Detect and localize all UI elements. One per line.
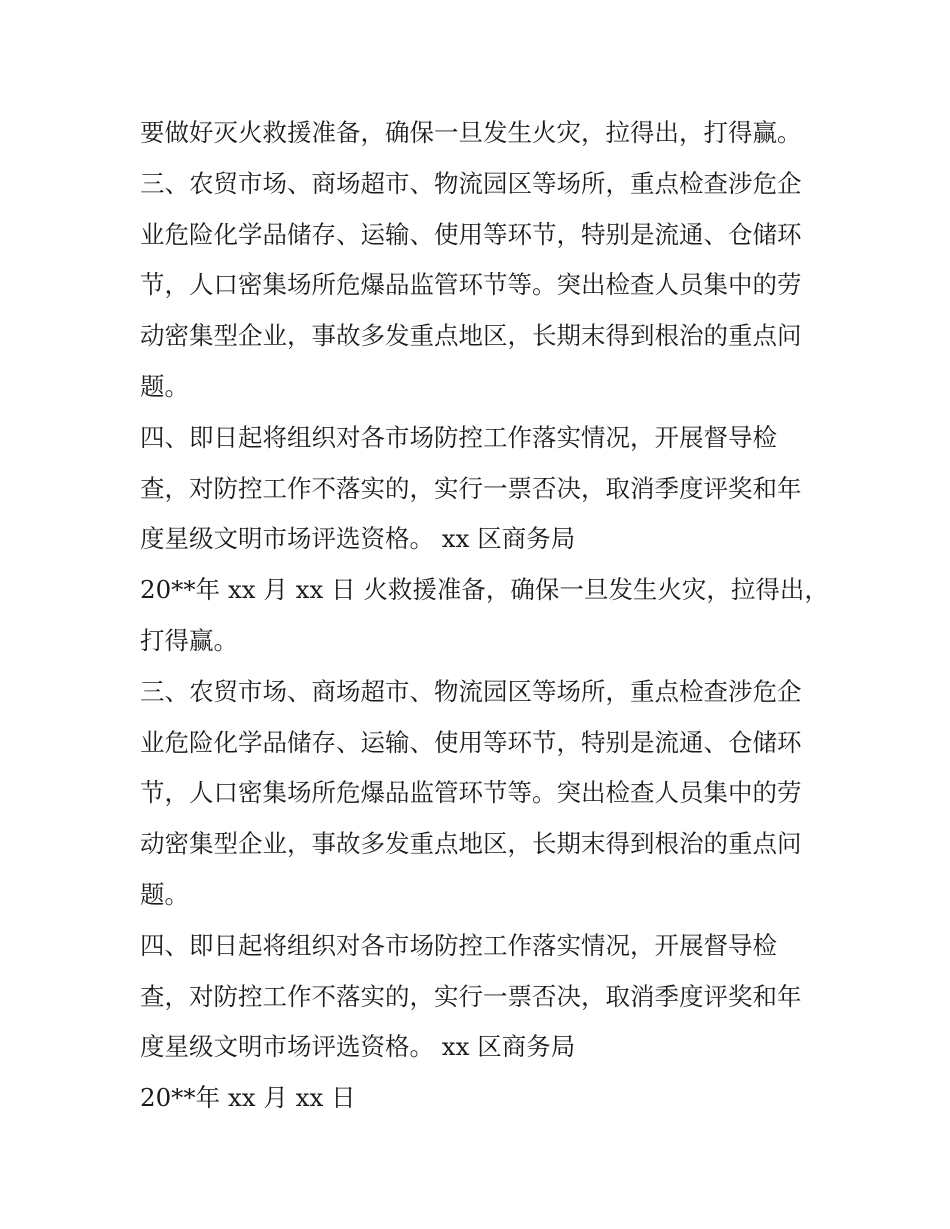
text-line: 查，对防控工作不落实的，实行一票否决，取消季度评奖和年 — [140, 473, 802, 503]
text-line: 节，人口密集场所危爆品监管环节等。突出检查人员集中的劳 — [140, 778, 802, 808]
text-line: 度星级文明市场评选资格。 xx 区商务局 — [140, 1032, 576, 1062]
text-line: 三、农贸市场、商场超市、物流园区等场所，重点检查涉危企 — [140, 676, 802, 706]
text-line: 业危险化学品储存、运输、使用等环节，特别是流通、仓储环 — [140, 219, 802, 249]
text-line: 动密集型企业，事故多发重点地区，长期末得到根治的重点问 — [140, 829, 802, 859]
text-line: 四、即日起将组织对各市场防控工作落实情况，开展督导检 — [140, 422, 777, 452]
text-line: 题。 — [140, 371, 189, 401]
text-line: 业危险化学品储存、运输、使用等环节，特别是流通、仓储环 — [140, 727, 802, 757]
text-line: 查，对防控工作不落实的，实行一票否决，取消季度评奖和年 — [140, 981, 802, 1011]
text-line: 四、即日起将组织对各市场防控工作落实情况，开展督导检 — [140, 930, 777, 960]
text-line: 20**年 xx 月 xx 日 — [140, 1083, 356, 1113]
text-line: 题。 — [140, 879, 189, 909]
text-line: 要做好灭火救援准备，确保一旦发生火灾，拉得出，打得赢。 — [140, 118, 802, 147]
text-line: 节，人口密集场所危爆品监管环节等。突出检查人员集中的劳 — [140, 270, 802, 300]
text-line: 20**年 xx 月 xx 日 火救援准备，确保一旦发生火灾，拉得出， — [140, 575, 829, 605]
text-line: 度星级文明市场评选资格。 xx 区商务局 — [140, 524, 576, 554]
document-body — [140, 108, 830, 1124]
text-line: 动密集型企业，事故多发重点地区，长期末得到根治的重点问 — [140, 321, 802, 351]
text-line: 三、农贸市场、商场超市、物流园区等场所，重点检查涉危企 — [140, 168, 802, 198]
text-line: 打得赢。 — [140, 625, 238, 655]
